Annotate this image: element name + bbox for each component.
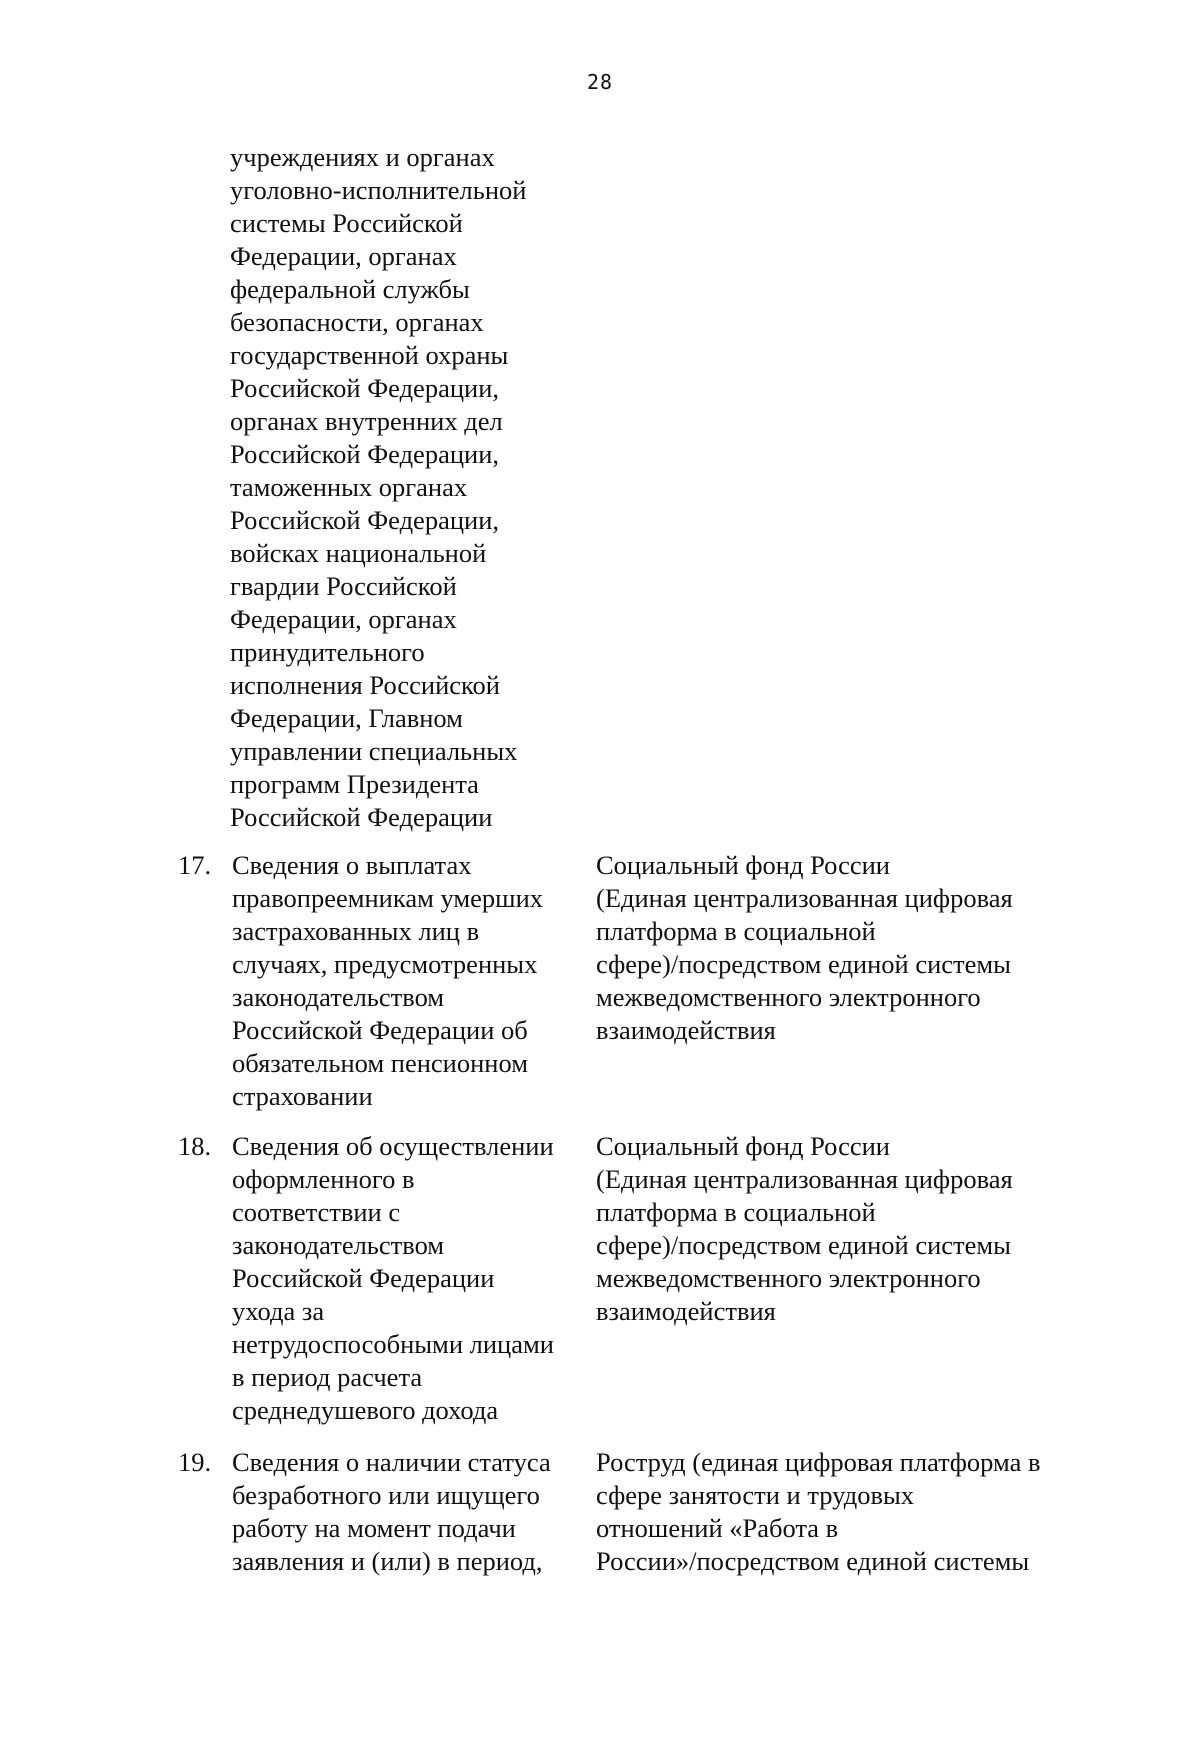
text-line: отношений «Работа в xyxy=(596,1513,839,1543)
table-row xyxy=(0,849,1200,1149)
text-line: оформленного в xyxy=(232,1164,415,1194)
row-description xyxy=(232,1446,602,1578)
text-line: заявления и (или) в период, xyxy=(232,1546,543,1576)
text-line: случаях, предусмотренных xyxy=(232,949,538,979)
text-line: гвардии Российской xyxy=(230,571,457,601)
continuation-lines xyxy=(230,141,590,834)
row-source xyxy=(596,849,1096,1047)
text-line: среднедушевого дохода xyxy=(232,1395,499,1425)
text-line: Российской Федерации об xyxy=(232,1015,528,1045)
text-line: сфере)/посредством единой системы xyxy=(596,1230,1011,1260)
text-line: соответствии с xyxy=(232,1197,401,1227)
page-number: 28 xyxy=(586,70,614,94)
text-line: государственной охраны xyxy=(230,340,509,370)
text-line: нетрудоспособными лицами xyxy=(232,1329,554,1359)
table-row xyxy=(0,1446,1200,1746)
text-line: системы Российской xyxy=(230,208,463,238)
row-number: 19. xyxy=(178,1447,212,1477)
text-line: платформа в социальной xyxy=(596,916,876,946)
text-line: программ Президента xyxy=(230,769,479,799)
text-line: России»/посредством единой системы xyxy=(596,1546,1030,1576)
text-line: Роструд (единая цифровая платформа в xyxy=(596,1447,1041,1477)
text-line: управлении специальных xyxy=(230,736,518,766)
text-line: уголовно-исполнительной xyxy=(230,175,527,205)
text-line: правопреемникам умерших xyxy=(232,883,544,913)
text-line: в период расчета xyxy=(232,1362,423,1392)
row-description xyxy=(232,1130,602,1427)
text-line: законодательством xyxy=(232,982,445,1012)
text-line: Федерации, Главном xyxy=(230,703,463,733)
text-line: Федерации, органах xyxy=(230,241,457,271)
text-line: сфере занятости и трудовых xyxy=(596,1480,915,1510)
text-line: безопасности, органах xyxy=(230,307,484,337)
text-line: Федерации, органах xyxy=(230,604,457,634)
text-line: войсках национальной xyxy=(230,538,487,568)
text-line: сфере)/посредством единой системы xyxy=(596,949,1011,979)
text-line: исполнения Российской xyxy=(230,670,500,700)
text-line: принудительного xyxy=(230,637,425,667)
text-line: безработного или ищущего xyxy=(232,1480,540,1510)
text-line: ухода за xyxy=(232,1296,325,1326)
text-line: Сведения о наличии статуса xyxy=(232,1447,551,1477)
table-row xyxy=(0,1130,1200,1430)
text-line: Российской Федерации, xyxy=(230,505,499,535)
text-line: межведомственного электронного xyxy=(596,1263,981,1293)
text-line: страховании xyxy=(232,1081,373,1111)
text-line: Социальный фонд России xyxy=(596,1131,890,1161)
text-line: взаимодействия xyxy=(596,1015,776,1045)
text-line: федеральной службы xyxy=(230,274,470,304)
text-line: органах внутренних дел xyxy=(230,406,503,436)
text-line: Российской Федерации xyxy=(232,1263,495,1293)
row-number: 18. xyxy=(178,1131,212,1161)
text-line: работу на момент подачи xyxy=(232,1513,516,1543)
text-line: взаимодействия xyxy=(596,1296,776,1326)
text-line: (Единая централизованная цифровая xyxy=(596,1164,1013,1194)
text-line: застрахованных лиц в xyxy=(232,916,480,946)
text-line: таможенных органах xyxy=(230,472,468,502)
text-line: обязательном пенсионном xyxy=(232,1048,528,1078)
row-source xyxy=(596,1446,1096,1578)
row-number: 17. xyxy=(178,850,212,880)
text-line: платформа в социальной xyxy=(596,1197,876,1227)
text-line: законодательством xyxy=(232,1230,445,1260)
text-line: учреждениях и органах xyxy=(230,142,495,172)
text-line: Сведения о выплатах xyxy=(232,850,472,880)
text-line: Российской Федерации xyxy=(230,802,493,832)
text-line: Российской Федерации, xyxy=(230,439,499,469)
continuation-cell xyxy=(230,141,590,834)
text-line: Сведения об осуществлении xyxy=(232,1131,554,1161)
row-source xyxy=(596,1130,1096,1328)
text-line: межведомственного электронного xyxy=(596,982,981,1012)
row-description xyxy=(232,849,602,1113)
text-line: Российской Федерации, xyxy=(230,373,499,403)
text-line: Социальный фонд России xyxy=(596,850,890,880)
text-line: (Единая централизованная цифровая xyxy=(596,883,1013,913)
